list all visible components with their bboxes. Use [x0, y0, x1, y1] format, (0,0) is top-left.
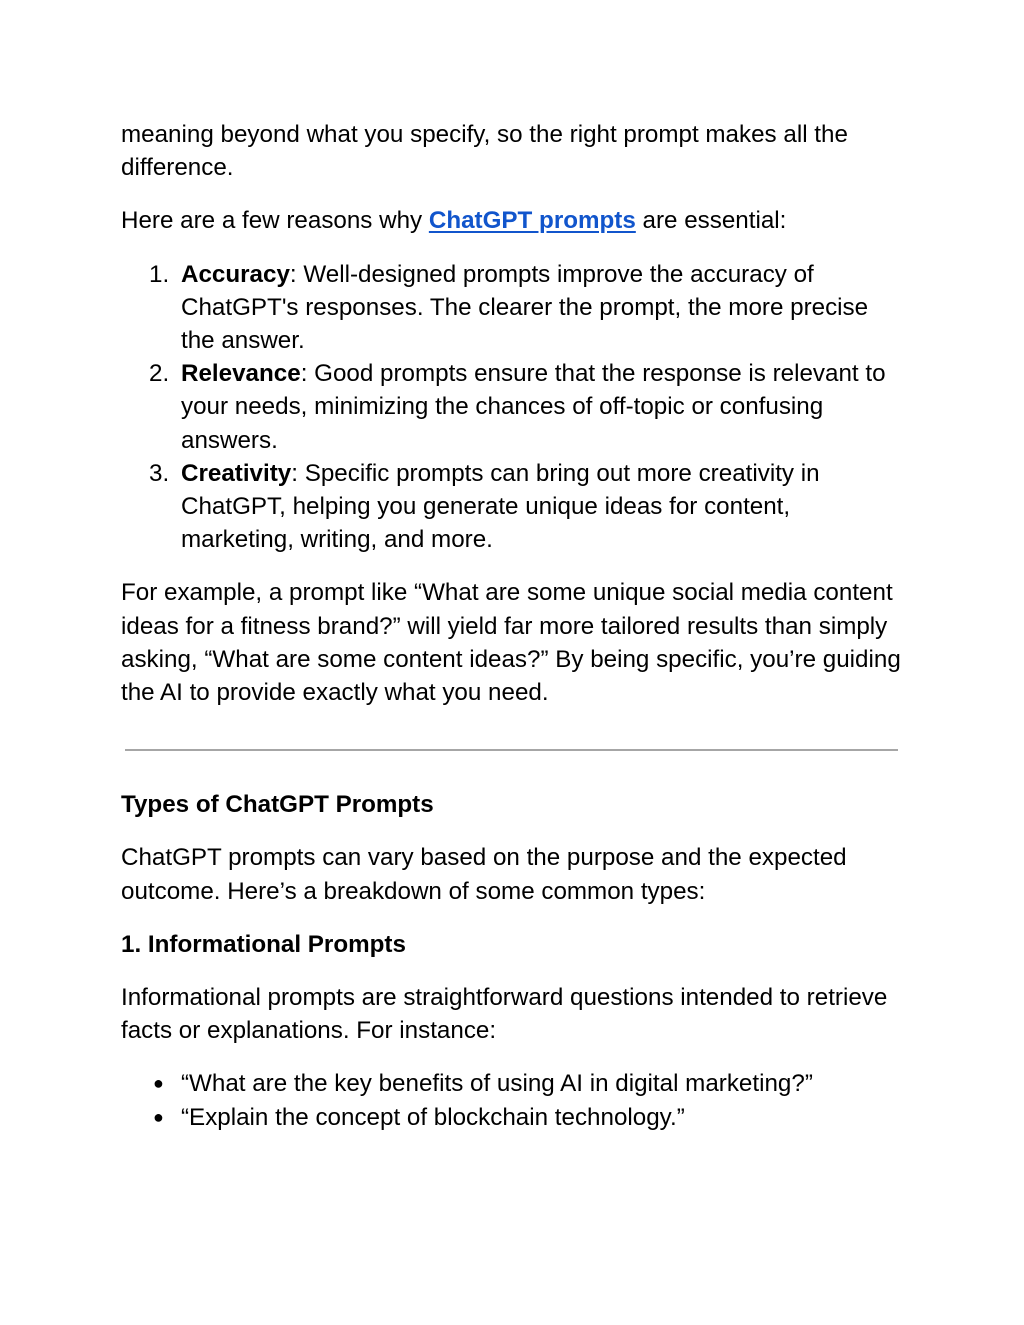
- list-item-term: Relevance: [181, 360, 301, 388]
- reasons-intro-before: Here are a few reasons why: [121, 207, 429, 235]
- example-text: “Explain the concept of blockchain technology.”: [181, 1103, 685, 1131]
- list-item-text: : Specific prompts can bring out more creativity in ChatGPT, helping you generate unique ideas for content, marketing, writing, and more.: [181, 459, 820, 554]
- intro-continuation: meaning beyond what you specify, so the right prompt makes all the difference.: [121, 121, 848, 182]
- list-item-number: 2.: [149, 360, 170, 388]
- list-item-text: : Good prompts ensure that the response is relevant to your needs, minimizing the chances of off-topic or confusing answers.: [181, 360, 886, 454]
- list-item: [121, 258, 906, 358]
- list-item-term: Creativity: [181, 459, 292, 487]
- list-item: [121, 1067, 906, 1100]
- informational-paragraph: Informational prompts are straightforward questions intended to retrieve facts or explanations. For instance:: [121, 984, 888, 1045]
- reasons-list: [121, 258, 906, 557]
- list-item: [121, 357, 906, 457]
- list-item: [121, 457, 906, 557]
- chatgpt-prompts-link[interactable]: ChatGPT prompts: [428, 207, 636, 235]
- list-item-term: Accuracy: [181, 260, 290, 288]
- section-divider: [125, 749, 898, 751]
- bullet-icon: ●: [153, 1106, 164, 1127]
- informational-heading: 1. Informational Prompts: [121, 930, 406, 958]
- reasons-intro-paragraph: [121, 204, 906, 237]
- list-item-text: : Well-designed prompts improve the accuracy of ChatGPT's responses. The clearer the prompt, the more precise the answer.: [181, 260, 869, 355]
- list-item-number: 3.: [149, 459, 170, 487]
- bullet-icon: ●: [153, 1073, 164, 1094]
- example-paragraph: For example, a prompt like “What are some unique social media content ideas for a fitness brand?” will yield far more tailored results than simply asking, “What are some content ideas?” By being specific, you’re guiding the AI to provide exactly what you need.: [121, 579, 901, 707]
- document-page: [121, 118, 906, 1134]
- list-item-number: 1.: [149, 260, 170, 288]
- list-item: [121, 1101, 906, 1134]
- types-heading: Types of ChatGPT Prompts: [121, 791, 434, 819]
- informational-examples-list: [121, 1067, 906, 1133]
- example-text: “What are the key benefits of using AI in digital marketing?”: [181, 1070, 813, 1098]
- types-intro-paragraph: ChatGPT prompts can vary based on the purpose and the expected outcome. Here’s a breakdown of some common types:: [121, 844, 847, 905]
- reasons-intro-after: are essential:: [635, 207, 787, 235]
